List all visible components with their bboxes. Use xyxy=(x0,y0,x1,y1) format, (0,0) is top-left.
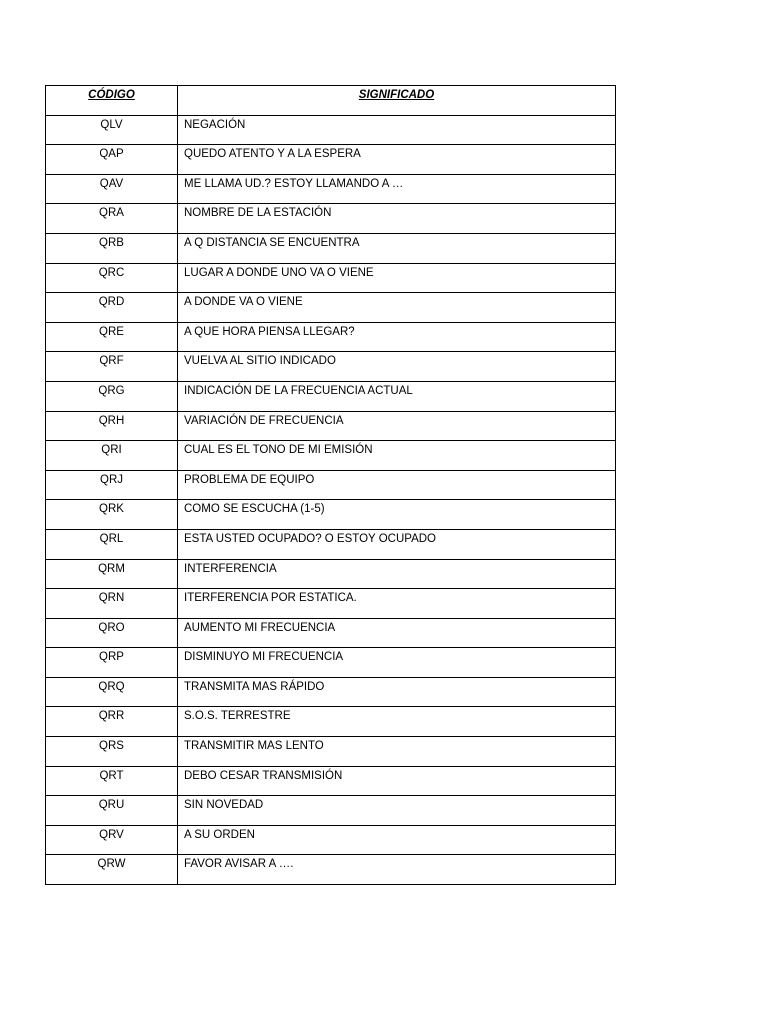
meaning-cell: PROBLEMA DE EQUIPO xyxy=(178,470,616,500)
meaning-cell: TRANSMITA MAS RÁPIDO xyxy=(178,677,616,707)
meaning-cell: FAVOR AVISAR A …. xyxy=(178,855,616,885)
table-row xyxy=(46,411,616,441)
code-cell: QRC xyxy=(46,263,178,293)
table-row xyxy=(46,677,616,707)
code-cell: QRN xyxy=(46,589,178,619)
code-cell: QRJ xyxy=(46,470,178,500)
code-cell: QRQ xyxy=(46,677,178,707)
meaning-cell: A DONDE VA O VIENE xyxy=(178,293,616,323)
meaning-cell: VUELVA AL SITIO INDICADO xyxy=(178,352,616,382)
table-row xyxy=(46,115,616,145)
table-header-row xyxy=(46,86,616,116)
table-body xyxy=(46,115,616,884)
meaning-cell: QUEDO ATENTO Y A LA ESPERA xyxy=(178,145,616,175)
meaning-cell: A Q DISTANCIA SE ENCUENTRA xyxy=(178,233,616,263)
q-codes-table xyxy=(45,85,616,885)
meaning-cell: DEBO CESAR TRANSMISIÓN xyxy=(178,766,616,796)
table-row xyxy=(46,648,616,678)
meaning-cell: COMO SE ESCUCHA (1-5) xyxy=(178,500,616,530)
table-row xyxy=(46,529,616,559)
meaning-cell: SIN NOVEDAD xyxy=(178,796,616,826)
code-cell: QRP xyxy=(46,648,178,678)
meaning-cell: ESTA USTED OCUPADO? O ESTOY OCUPADO xyxy=(178,529,616,559)
code-cell: QRV xyxy=(46,825,178,855)
meaning-cell: ME LLAMA UD.? ESTOY LLAMANDO A … xyxy=(178,174,616,204)
table-row xyxy=(46,500,616,530)
code-cell: QRI xyxy=(46,441,178,471)
meaning-cell: INDICACIÓN DE LA FRECUENCIA ACTUAL xyxy=(178,381,616,411)
meaning-cell: CUAL ES EL TONO DE MI EMISIÓN xyxy=(178,441,616,471)
meaning-cell: LUGAR A DONDE UNO VA O VIENE xyxy=(178,263,616,293)
code-cell: QRB xyxy=(46,233,178,263)
meaning-cell: INTERFERENCIA xyxy=(178,559,616,589)
table-row xyxy=(46,825,616,855)
meaning-cell: VARIACIÓN DE FRECUENCIA xyxy=(178,411,616,441)
table-row xyxy=(46,322,616,352)
table-row xyxy=(46,293,616,323)
table-row xyxy=(46,707,616,737)
code-cell: QRS xyxy=(46,737,178,767)
code-cell: QRW xyxy=(46,855,178,885)
table-row xyxy=(46,737,616,767)
code-cell: QRE xyxy=(46,322,178,352)
code-cell: QRT xyxy=(46,766,178,796)
table-row xyxy=(46,381,616,411)
table-row xyxy=(46,855,616,885)
code-cell: QRH xyxy=(46,411,178,441)
meaning-cell: DISMINUYO MI FRECUENCIA xyxy=(178,648,616,678)
meaning-cell: AUMENTO MI FRECUENCIA xyxy=(178,618,616,648)
code-cell: QRO xyxy=(46,618,178,648)
table-row xyxy=(46,796,616,826)
meaning-cell: A SU ORDEN xyxy=(178,825,616,855)
code-cell: QRU xyxy=(46,796,178,826)
table-row xyxy=(46,145,616,175)
table-row xyxy=(46,766,616,796)
table-row xyxy=(46,174,616,204)
table-row xyxy=(46,204,616,234)
code-cell: QRM xyxy=(46,559,178,589)
code-cell: QRR xyxy=(46,707,178,737)
table-row xyxy=(46,263,616,293)
code-cell: QRL xyxy=(46,529,178,559)
code-cell: QRF xyxy=(46,352,178,382)
table-row xyxy=(46,233,616,263)
meaning-cell: A QUE HORA PIENSA LLEGAR? xyxy=(178,322,616,352)
meaning-cell: ITERFERENCIA POR ESTATICA. xyxy=(178,589,616,619)
meaning-cell: TRANSMITIR MAS LENTO xyxy=(178,737,616,767)
code-cell: QRG xyxy=(46,381,178,411)
code-cell: QRK xyxy=(46,500,178,530)
meaning-cell: NOMBRE DE LA ESTACIÓN xyxy=(178,204,616,234)
table-row xyxy=(46,559,616,589)
table-row xyxy=(46,441,616,471)
table-row xyxy=(46,618,616,648)
table-row xyxy=(46,470,616,500)
code-cell: QAV xyxy=(46,174,178,204)
table-row xyxy=(46,352,616,382)
code-cell: QRA xyxy=(46,204,178,234)
meaning-cell: NEGACIÓN xyxy=(178,115,616,145)
meaning-cell: S.O.S. TERRESTRE xyxy=(178,707,616,737)
table-row xyxy=(46,589,616,619)
code-cell: QAP xyxy=(46,145,178,175)
code-cell: QLV xyxy=(46,115,178,145)
column-header-meaning: SIGNIFICADO xyxy=(178,86,616,116)
column-header-code: CÓDIGO xyxy=(46,86,178,116)
code-cell: QRD xyxy=(46,293,178,323)
